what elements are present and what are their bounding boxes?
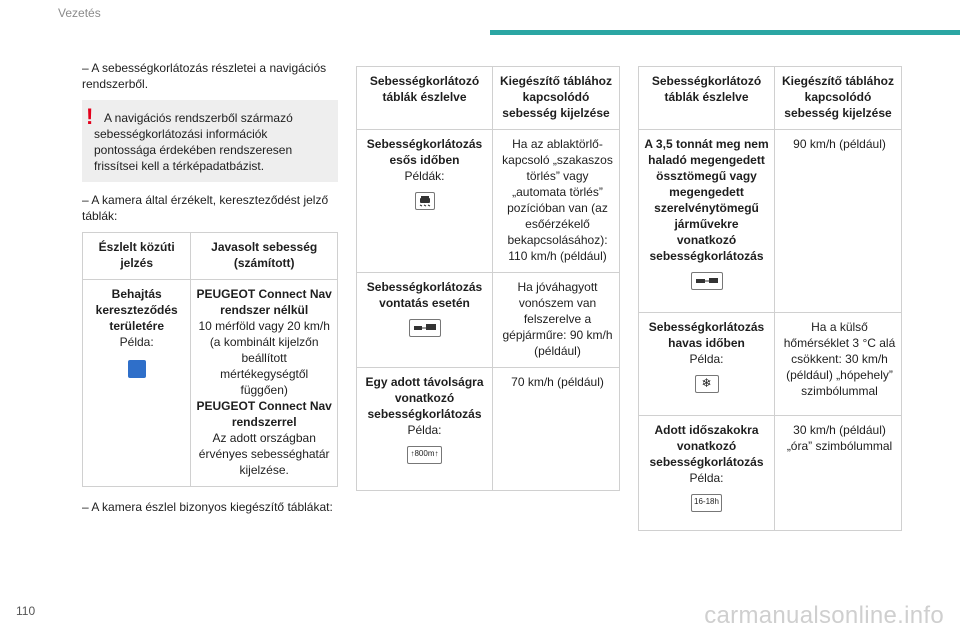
distance-speed-text: 70 km/h (például) [511,375,604,389]
warning-text: A navigációs rendszerből származó sebességkorlátozási információk pontossága érdekében rendszeresen frissítsei kell a térképadatbázist. [94,111,293,173]
example-label: Példa: [119,335,154,349]
sign-name: Sebességkorlátozás vontatás esetén [366,280,483,310]
additional-signs-table-2 [638,66,902,531]
time-speed-text: 30 km/h (például) „óra” szimbólummal [786,423,893,453]
table-header: Kiegészítő táblához kapcsolódó sebesség kijelzése [775,67,902,130]
truck-trailer-sign-icon [691,272,723,290]
page-number: 110 [16,604,36,618]
example-label: Példa: [407,423,442,437]
sign-name: Sebességkorlátozás esős időben [366,137,483,167]
without-nav-label: PEUGEOT Connect Nav rendszer nélkül [196,287,332,317]
table-header: Javasolt sebesség (számított) [191,233,338,280]
rain-speed-text: Ha az ablaktörlő-kapcsoló „szakaszos törlés” vagy „automata törlés” pozícióban van (az esőérzékelő bekapcsolásához): 110 km/h (például) [502,137,613,263]
weight-speed-text: 90 km/h (például) [793,137,886,151]
sign-name: Behajtás kereszteződés területére [95,287,178,333]
table-header: Sebességkorlátozó táblák észlelve [357,67,493,130]
warning-box [82,100,338,182]
header-accent-bar [490,30,960,35]
chapter-title: Vezetés [58,6,101,20]
nav-speed-info-text: – A sebességkorlátozás részletei a navigációs rendszerből. [82,61,327,91]
example-label: Példa: [689,352,724,366]
with-nav-label: PEUGEOT Connect Nav rendszerrel [196,399,332,429]
camera-junction-signs-text: – A kamera által érzékelt, kereszteződést jelző táblák: [82,193,329,223]
column-2 [356,66,620,491]
without-nav-text: 10 mérföld vagy 20 km/h (a kombinált kijelzőn beállított mértékegységtől függően) [198,319,330,397]
junction-signs-table [82,232,338,487]
column-1 [82,60,338,523]
junction-zone-sign-icon [128,360,146,378]
table-row [357,368,620,491]
column-3 [638,66,902,531]
table-header: Észlelt közúti jelzés [83,233,191,280]
sign-name: A 3,5 tonnát meg nem haladó megengedett össztömegű vagy megengedett szerelvénytömegű járművekre vonatkozó sebességkorlátozás [644,137,769,263]
exclamation-icon: ! [86,104,94,129]
snow-speed-text: Ha a külső hőmérséklet 3 °C alá csökkent: 30 km/h (például) „hópehely” szimbólummal [783,320,896,398]
towing-sign-icon [409,319,441,337]
additional-signs-table-1 [356,66,620,491]
towing-speed-text: Ha jóváhagyott vonószem van felszerelve a gépjárműre: 90 km/h (például) [502,280,613,358]
distance-sign-icon: ↑800m↑ [407,446,441,464]
table-header: Kiegészítő táblához kapcsolódó sebesség kijelzése [493,67,620,130]
example-label: Példa: [689,471,724,485]
with-nav-text: Az adott országban érvényes sebességhatár kijelzése. [198,431,330,477]
table-header: Sebességkorlátozó táblák észlelve [639,67,775,130]
example-label: Példák: [404,169,445,183]
sign-name: Egy adott távolságra vonatkozó sebességkorlátozás [365,375,484,421]
table-row [639,313,902,416]
snowflake-sign-icon: ❄ [695,375,719,393]
additional-signs-text: – A kamera észlel bizonyos kiegészítő táblákat: [82,500,333,514]
rain-car-sign-icon [415,192,435,210]
table-row [639,130,902,313]
sign-name: Sebességkorlátozás havas időben [648,320,765,350]
watermark: carmanualsonline.info [704,602,944,629]
time-period-sign-icon: 16-18h [691,494,722,512]
sign-name: Adott időszakokra vonatkozó sebességkorlátozás [649,423,764,469]
table-row [639,416,902,531]
table-row [357,273,620,368]
table-row [357,130,620,273]
distance-sign-text: 800m [414,449,435,458]
table-row [83,280,338,487]
